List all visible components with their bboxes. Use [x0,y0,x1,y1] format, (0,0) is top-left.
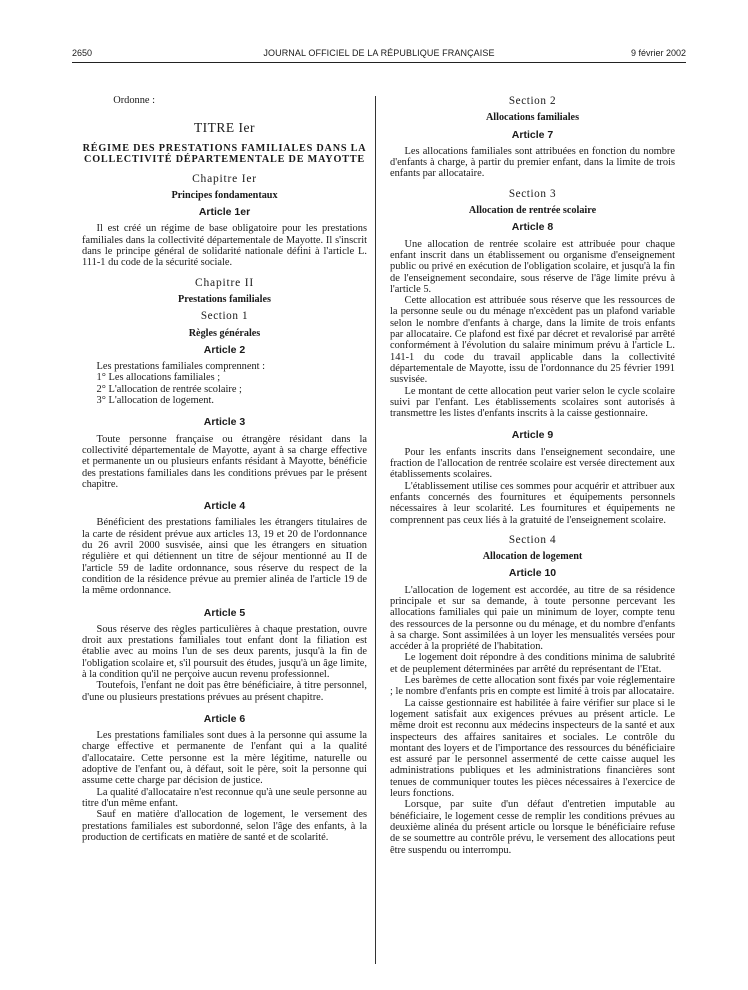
article-3-paragraph: Toute personne française ou étrangère résidant dans la collectivité départementale de Mayotte, ayant à sa charge effective et permanente un ou plusieurs enfants résidant à Mayotte, bénéficie des prestations familiales dans les conditions prévues par le présent chapitre. [82,433,367,490]
section-2-subtitle: Allocations familiales [485,112,580,124]
article-5-heading: Article 5 [203,606,246,619]
chapter-2-subtitle: Prestations familiales [178,293,271,305]
section-1-subtitle: Règles générales [188,327,261,339]
article-7-heading: Article 7 [511,128,554,141]
article-6-paragraph-1: Les prestations familiales sont dues à la personne qui assume la charge effective et permanente de l'enfant qui a la qualité d'allocataire. Cette personne est la mère légitime, naturelle ou adoptive de l'enfant ou, à défaut, soit le père, soit la personne qui assume cette charge par décision de justice. [82,730,367,787]
header-rule [72,62,686,63]
chapter-1-heading: Chapitre Ier [192,172,257,185]
chapter-2-heading: Chapitre II [195,276,254,289]
article-9-paragraph-1: Pour les enfants inscrits dans l'enseignement secondaire, une fraction de l'allocation de rentrée scolaire est versée directement aux établissements scolaires. [390,446,675,481]
article-4-paragraph: Bénéficient des prestations familiales les étrangers titulaires de la carte de résident prévue aux articles 13, 19 et 20 de l'ordonnance du 26 avril 2000 susvisée, ainsi que les étrangers en situation régulière et qui détiennent un titre de séjour mentionné au II de l'article 59 de ladite ordonnance, sous réserve du respect de la condition de la résidence prévue au premier alinéa de l'article 19 de la même ordonnance. [82,517,367,597]
article-10-paragraph-3: Les barèmes de cette allocation sont fixés par voie réglementaire ; le nombre d'enfants pris en compte est limité à trois par allocataire. [390,675,675,698]
article-3-heading: Article 3 [203,416,246,429]
article-8-heading: Article 8 [511,221,554,234]
article-2-heading: Article 2 [203,343,246,356]
list-item: 3° L'allocation de logement. [96,395,214,407]
page-header [72,48,686,62]
article-10-heading: Article 10 [508,567,557,580]
column-divider [375,96,376,964]
article-5-paragraph-2: Toutefois, l'enfant ne doit pas être bénéficiaire, à titre personnel, d'une ou plusieurs prestations prévues au présent chapitre. [82,680,367,703]
left-column [82,92,367,843]
article-8-paragraph-1: Une allocation de rentrée scolaire est attribuée pour chaque enfant inscrit dans un établissement ou organisme d'enseignement public ou privé en exécution de l'obligation scolaire, et jusqu'à la fin de l'enseignement secondaire, sous réserve de l'âge limite prévu à l'article 5. [390,238,675,295]
titre-heading: TITRE Ier [193,120,256,136]
article-8-paragraph-2: Cette allocation est attribuée sous réserve que les ressources de la personne seule ou du ménage n'excèdent pas un plafond variable selon le nombre d'enfants à charge, dans la limite de trois enfants par allocataire. Ce plafond est fixé par décret et revalorisé par arrêté conformément à l'évolution du salaire minimum prévu à l'article L. 141-1 du code du travail applicable dans la collectivité départementale de Mayotte, issu de l'ordonnance du 25 février 1991 susvisée. [390,295,675,386]
section-3-heading: Section 3 [508,187,557,200]
article-10-paragraph-1: L'allocation de logement est accordée, au titre de sa résidence principale et sur sa demande, à toute personne percevant les allocations familiales qui paie un minimum de loyer, compte tenu des ressources de la personne ou du ménage, et du nombre d'enfants à sa charge. Sont assimilées à un loyer les mensualités versées pour accéder à la propriété de l'habitation. [390,584,675,653]
publication-date: 9 février 2002 [630,48,686,58]
article-1-paragraph: Il est créé un régime de base obligatoire pour les prestations familiales dans la collectivité départementale de Mayotte. Il s'inscrit dans le principe général de solidarité nationale défini à l'article L. 111-1 du code de la sécurité sociale. [82,223,367,269]
intro-text: Ordonne : [113,95,156,106]
article-9-paragraph-2: L'établissement utilise ces sommes pour acquérir et attribuer aux enfants concernés des fournitures et équipements personnels nécessaires à leur scolarité. Les fournitures et équipements ne comprennent pas ceux liés à la gratuité de l'enseignement scolaire. [390,480,675,526]
article-10-paragraph-2: Le logement doit répondre à des conditions minima de salubrité et de peuplement déterminées par arrêté du représentant de l'Etat. [390,652,675,675]
article-4-heading: Article 4 [203,500,246,513]
article-2-intro: Les prestations familiales comprennent : [96,361,266,373]
article-10-paragraph-4: La caisse gestionnaire est habilitée à faire vérifier sur place si le logement satisfait aux exigences prévues au présent article. Le même droit est reconnu aux médecins inspecteurs de la santé et aux inspecteurs des affaires sanitaires et sociales. Le contrôle du montant des loyers et de l'importance des ressources du bénéficiaire est assuré par le personnel assermenté de cette caisse auquel les administrations publiques et les administrations financières sont tenues de communiquer toutes les pièces nécessaires à l'exercice de leurs fonctions. [390,697,675,800]
article-1-heading: Article 1er [198,206,251,219]
article-6-heading: Article 6 [203,712,246,725]
article-2-list [82,372,367,406]
article-6-paragraph-3: Sauf en matière d'allocation de logement, le versement des prestations familiales est subordonné, selon l'âge des enfants, à la production de certificats en matière de santé et de scolarité. [82,809,367,843]
article-9-heading: Article 9 [511,429,554,442]
right-column [390,92,675,856]
section-1-heading: Section 1 [200,310,249,323]
list-item: 2° L'allocation de rentrée scolaire ; [96,383,242,395]
section-4-heading: Section 4 [508,533,557,546]
page-number: 2650 [72,48,93,58]
chapter-1-subtitle: Principes fondamentaux [171,189,278,201]
article-8-paragraph-3: Le montant de cette allocation peut varier selon le cycle scolaire suivi par l'enfant. Les établissements scolaires sont autorisés à transmettre les listes d'enfants inscrits à la caisse gestionnaire. [390,385,675,420]
section-2-heading: Section 2 [508,95,557,107]
list-item: 1° Les allocations familiales ; [96,372,221,384]
article-6-paragraph-2: La qualité d'allocataire n'est reconnue qu'à une seule personne au titre d'un même enfant. [82,786,367,809]
article-5-paragraph-1: Sous réserve des règles particulières à chaque prestation, ouvre droit aux prestations familiales tout enfant dont la filiation est établie avec au moins l'un de ses deux parents, jusqu'à la fin de l'obligation scolaire et, s'il poursuit des études, jusqu'à un âge limite, à la condition qu'il ne perçoive aucun revenu professionnel. [82,623,367,680]
section-4-subtitle: Allocation de logement [482,551,583,563]
article-7-paragraph: Les allocations familiales sont attribuées en fonction du nombre d'enfants à charge, à partir du premier enfant, dans la limite de trois enfants par allocataire. [390,145,675,180]
titre-subtitle: RÉGIME DES PRESTATIONS FAMILIALES DANS LA COLLECTIVITÉ DÉPARTEMENTALE DE MAYOTTE [82,142,367,165]
section-3-subtitle: Allocation de rentrée scolaire [468,205,597,217]
journal-title: JOURNAL OFFICIEL DE LA RÉPUBLIQUE FRANÇAISE [263,48,495,58]
article-10-paragraph-5: Lorsque, par suite d'un défaut d'entretien imputable au bénéficiaire, le logement cesse de remplir les conditions prévues au deuxième alinéa du présent article ou lorsque le bénéficiaire refuse de se soumettre au contrôle prévu, le versement des allocations peut être suspendu ou interrompu. [390,799,675,856]
